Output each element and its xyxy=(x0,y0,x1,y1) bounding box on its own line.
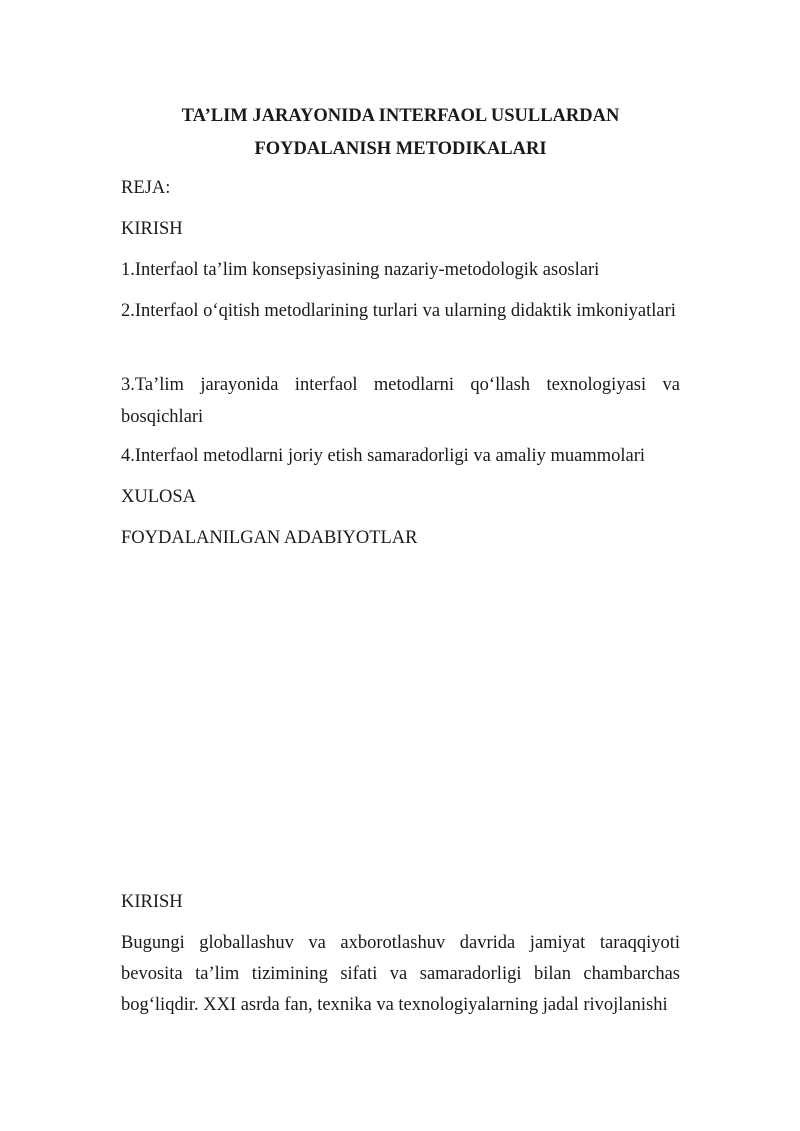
plan-item-references: FOYDALANILGAN ADABIYOTLAR xyxy=(121,528,418,548)
plan-item-conclusion: XULOSA xyxy=(121,487,197,507)
title-line-2: FOYDALANISH METODIKALARI xyxy=(254,139,547,159)
plan-item-3: 3.Ta’lim jarayonida interfaol metodlarni qo‘llash texnologiyasi va bosqichlari xyxy=(121,375,680,427)
plan-item-2: 2.Interfaol o‘qitish metodlarining turlari va ularning didaktik imkoniyatlari xyxy=(121,301,676,321)
section-paragraph: Bugungi globallashuv va axborotlashuv davrida jamiyat taraqqiyoti bevosita ta’lim tizimining sifati va samaradorligi bilan chambarchas bog‘liqdir. XXI asrda fan, texnika va texnologiyalarning jadal rivojlanishi xyxy=(121,933,680,1015)
title-line-1: TA’LIM JARAYONIDA INTERFAOL USULLARDAN xyxy=(181,106,620,126)
plan-heading: REJA: xyxy=(121,178,171,198)
plan-item-1: 1.Interfaol ta’lim konsepsiyasining nazariy-metodologik asoslari xyxy=(121,260,600,280)
section-heading: KIRISH xyxy=(121,892,183,912)
document-title xyxy=(121,100,680,166)
plan-item-4: 4.Interfaol metodlarni joriy etish samaradorligi va amaliy muammolari xyxy=(121,446,646,466)
plan-item-intro: KIRISH xyxy=(121,219,183,239)
